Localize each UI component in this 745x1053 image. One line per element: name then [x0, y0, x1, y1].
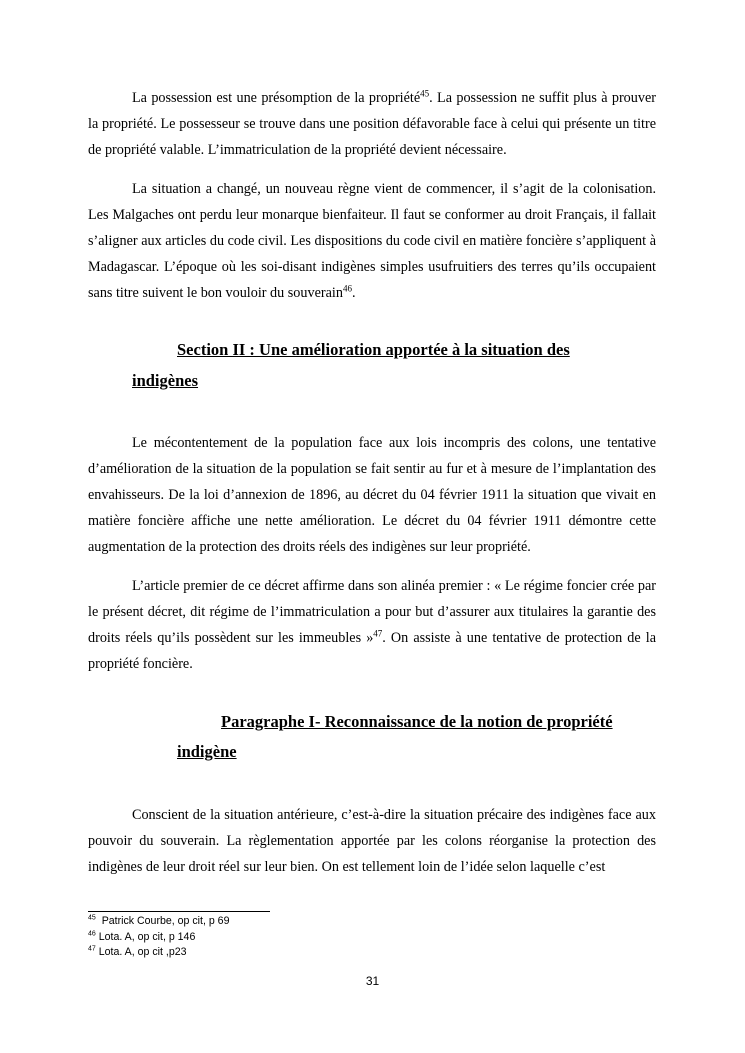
footnotes: [88, 914, 488, 961]
section-heading-line-1: Section II : Une amélioration apportée à la situation des: [177, 340, 570, 359]
body-paragraph-3: Le mécontentement de la population face aux lois incompris des colons, une tentative d’amélioration de la situation de la population se fait sentir au fur et à mesure de l’implantation des envahisseurs. De la loi d’annexion de 1896, au décret du 04 février 1911 la situation que vivait en matière foncière affiche une nette amélioration. Le décret du 04 février 1911 démontre cette augmentation de la protection des droits réels des indigènes sur leur propriété.: [88, 435, 656, 555]
body-paragraph-2: La situation a changé, un nouveau règne vient de commencer, il s’agit de la colonisation. Les Malgaches ont perdu leur monarque bienfaiteur. Il faut se conformer au droit Français, il fallait s’aligner aux articles du code civil. Les dispositions du code civil en matière foncière s’appliquent à Madagascar. L’époque où les soi-disant indigènes simples usufruitiers des terres qu’ils occupaient sans titre suivent le bon vouloir du souverain$^{46}$.: [88, 181, 656, 301]
paragraph-heading-line-1: Paragraphe I- Reconnaissance de la notion de propriété: [221, 712, 613, 731]
footnote-ref-46[interactable]: 46: [342, 283, 352, 294]
section-heading-line-2: indigènes: [132, 371, 199, 390]
body-paragraph-4: L’article premier de ce décret affirme dans son alinéa premier : « Le régime foncier crée par le présent décret, dit régime de l’immatriculation a pour but d’assurer aux titulaires la garantie des droits réels qu’ils possèdent sur les immeubles »$^{47}$. On assiste à une tentative de protection de la propriété foncière.: [88, 578, 656, 672]
footnote-45: $^{45}$ Patrick Courbe, op cit, p 69: [88, 914, 230, 927]
footnote-46: $^{46}$ Lota. A, op cit, p 146: [88, 929, 196, 943]
footnote-separator: [88, 911, 270, 912]
page-number: 31: [365, 974, 380, 988]
body-paragraph-5: Conscient de la situation antérieure, c’est-à-dire la situation précaire des indigènes face aux pouvoir du souverain. La règlementation apportée par les colons réorganise la protection des indigènes de leur droit réel sur leur bien. On est tellement loin de l’idée selon laquelle c’est: [88, 807, 656, 875]
footnote-ref-45[interactable]: 45: [420, 88, 430, 99]
paragraph-heading-line-2: indigène: [177, 742, 237, 761]
footnote-47: $^{47}$ Lota. A, op cit ,p23: [88, 945, 187, 958]
footnote-ref-47[interactable]: 47: [373, 628, 383, 639]
body-paragraph-1: La possession est une présomption de la propriété$^{45}$. La possession ne suffit plus à prouver la propriété. Le possesseur se trouve dans une position défavorable face à celui qui présente un titre de propriété valable. L’immatriculation de la propriété devient nécessaire.: [88, 88, 656, 158]
